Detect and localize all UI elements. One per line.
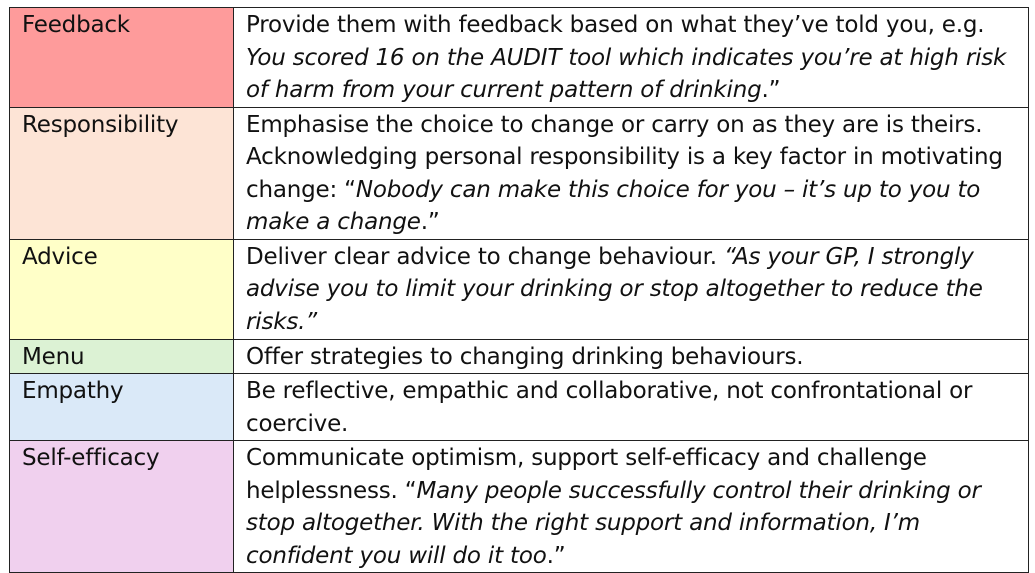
table-row: [10, 374, 1029, 441]
table-row: [10, 8, 1029, 108]
row-label-cell: [10, 339, 234, 374]
row-label: Menu: [22, 343, 85, 370]
table-row: [10, 339, 1029, 374]
description-quote: “As your GP, I strongly advise you to limit your drinking or stop altogether to reduce the risks.”: [246, 243, 983, 335]
row-label: Empathy: [22, 378, 124, 404]
row-label-cell: [10, 239, 234, 339]
table-row: [10, 239, 1029, 339]
description-text: Emphasise the choice to change or carry on as they are is theirs. Acknowledging personal responsibility is a key factor in motivating change: “: [246, 111, 1003, 203]
description-text: Provide them with feedback based on what they’ve told you, e.g.: [246, 12, 985, 38]
row-description-cell: [234, 339, 1029, 374]
description-quote: You scored 16 on the AUDIT tool which indicates you’re at high risk of harm from your current pattern of drinking: [246, 44, 1007, 103]
row-label: Advice: [22, 243, 98, 270]
row-label-cell: [10, 374, 234, 441]
row-description-cell: [234, 374, 1029, 441]
table-row: [10, 441, 1029, 573]
row-label-cell: [10, 107, 234, 239]
description-text: Communicate optimism, support self-efficacy and challenge helplessness. “: [246, 445, 927, 504]
description-text: Offer strategies to changing drinking behaviours.: [246, 343, 804, 370]
row-description-cell: [234, 239, 1029, 339]
description-text: .”: [546, 542, 566, 569]
description-text: Be reflective, empathic and collaborative, not confrontational or coercive.: [246, 378, 973, 437]
row-description-cell: [234, 8, 1029, 108]
row-label-cell: [10, 441, 234, 573]
row-label: Responsibility: [22, 111, 179, 138]
description-quote: Many people successfully control their drinking or stop altogether. With the right support and information, I’m confident you will do it too: [246, 477, 981, 569]
description-text: Deliver clear advice to change behaviour.: [246, 243, 725, 270]
row-label-cell: [10, 8, 234, 108]
frames-model-table: [9, 7, 1029, 573]
row-label: Feedback: [22, 12, 130, 38]
table-row: [10, 107, 1029, 239]
description-text: .”: [761, 77, 781, 103]
row-description-cell: [234, 441, 1029, 573]
row-label: Self-efficacy: [22, 445, 160, 471]
description-quote: Nobody can make this choice for you – it’s up to you to make a change: [246, 176, 981, 235]
row-description-cell: [234, 107, 1029, 239]
description-text: .”: [420, 209, 440, 235]
